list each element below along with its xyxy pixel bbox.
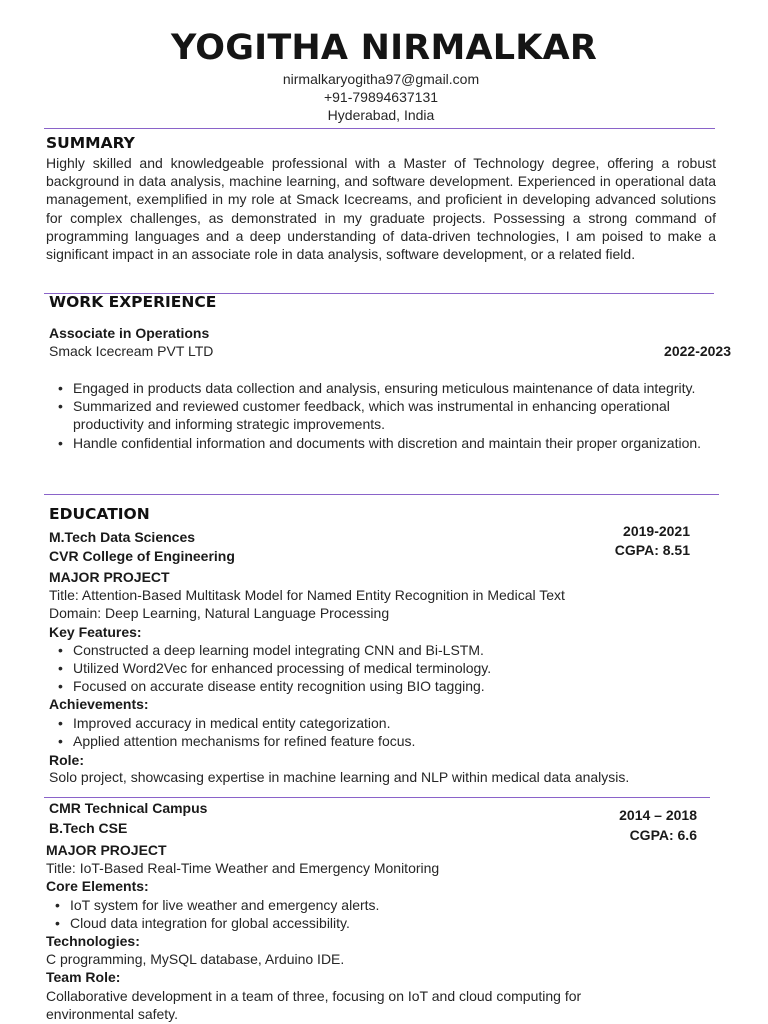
mtech-achievements-heading: Achievements:	[49, 696, 149, 712]
summary-text: Highly skilled and knowledgeable professional with a Master of Technology degree, offering a robust background in data analysis, machine learning, and software development. Experienced in operational data management, exemplified in my role at Smack Icecreams, and proficient in developing advanced solutions for complex challenges, as demonstrated in my graduate projects. Possessing a strong command of programming languages and a deep understanding of data-driven technologies, I am poised to make a significant impact in an associate role in data analysis, software development, or a related field.	[46, 155, 716, 263]
list-item: • Handle confidential information and documents with discretion and maintain their proper organization.	[49, 434, 709, 452]
list-item: • Engaged in products data collection and analysis, ensuring meticulous maintenance of data integrity.	[49, 379, 709, 397]
btech-team-heading: Team Role:	[46, 969, 121, 985]
btech-degree: B.Tech CSE	[49, 820, 128, 836]
work-heading: WORK EXPERIENCE	[49, 293, 217, 311]
summary-heading: SUMMARY	[46, 134, 135, 152]
btech-team-text: Collaborative development in a team of three, focusing on IoT and cloud computing for environmental safety.	[46, 988, 582, 1023]
contact-phone: +91-79894637131	[323, 89, 439, 105]
btech-tech-heading: Technologies:	[46, 933, 140, 949]
education-heading: EDUCATION	[49, 505, 150, 523]
mtech-college: CVR College of Engineering	[49, 548, 235, 564]
btech-dates: 2014 – 2018	[619, 807, 697, 823]
divider-mtech	[44, 797, 710, 798]
mtech-project-heading: MAJOR PROJECT	[49, 569, 170, 585]
job-role: Associate in Operations	[49, 325, 210, 341]
mtech-achievements-list	[49, 714, 709, 750]
btech-core-list	[46, 896, 706, 932]
list-item: • Cloud data integration for global accessibility.	[46, 914, 706, 932]
mtech-features-list	[49, 641, 709, 696]
mtech-project-title: Title: Attention-Based Multitask Model for Named Entity Recognition in Medical Text	[49, 587, 565, 603]
job-company: Smack Icecream PVT LTD	[49, 343, 214, 359]
list-item: • Constructed a deep learning model integrating CNN and Bi-LSTM.	[49, 641, 709, 659]
mtech-role-text: Solo project, showcasing expertise in machine learning and NLP within medical data analysis.	[49, 769, 630, 785]
btech-project-heading: MAJOR PROJECT	[46, 842, 167, 858]
list-item: • Improved accuracy in medical entity categorization.	[49, 714, 709, 732]
mtech-features-heading: Key Features:	[49, 624, 142, 640]
btech-core-heading: Core Elements:	[46, 878, 149, 894]
btech-cgpa: CGPA: 6.6	[629, 827, 697, 843]
job-bullets	[49, 379, 709, 452]
mtech-cgpa: CGPA: 8.51	[614, 542, 690, 558]
list-item: • Utilized Word2Vec for enhanced processing of medical terminology.	[49, 659, 709, 677]
btech-project-title: Title: IoT-Based Real-Time Weather and Emergency Monitoring	[46, 860, 440, 876]
btech-college: CMR Technical Campus	[49, 800, 208, 816]
divider-work	[44, 494, 719, 495]
job-dates: 2022-2023	[664, 343, 731, 359]
list-item: • IoT system for live weather and emergency alerts.	[46, 896, 706, 914]
mtech-degree: M.Tech Data Sciences	[49, 529, 196, 545]
contact-location: Hyderabad, India	[327, 107, 435, 123]
btech-tech-text: C programming, MySQL database, Arduino IDE.	[46, 951, 345, 967]
mtech-project-domain: Domain: Deep Learning, Natural Language Processing	[49, 605, 390, 621]
list-item: • Summarized and reviewed customer feedback, which was instrumental in enhancing operational productivity and informing strategic improvements.	[49, 397, 709, 433]
divider-header	[44, 128, 715, 129]
contact-email: nirmalkaryogitha97@gmail.com	[282, 71, 480, 87]
list-item: • Applied attention mechanisms for refined feature focus.	[49, 732, 709, 750]
mtech-dates: 2019-2021	[623, 523, 690, 539]
list-item: • Focused on accurate disease entity recognition using BIO tagging.	[49, 677, 709, 695]
mtech-role-heading: Role:	[49, 752, 84, 768]
candidate-name: YOGITHA NIRMALKAR	[170, 28, 598, 68]
